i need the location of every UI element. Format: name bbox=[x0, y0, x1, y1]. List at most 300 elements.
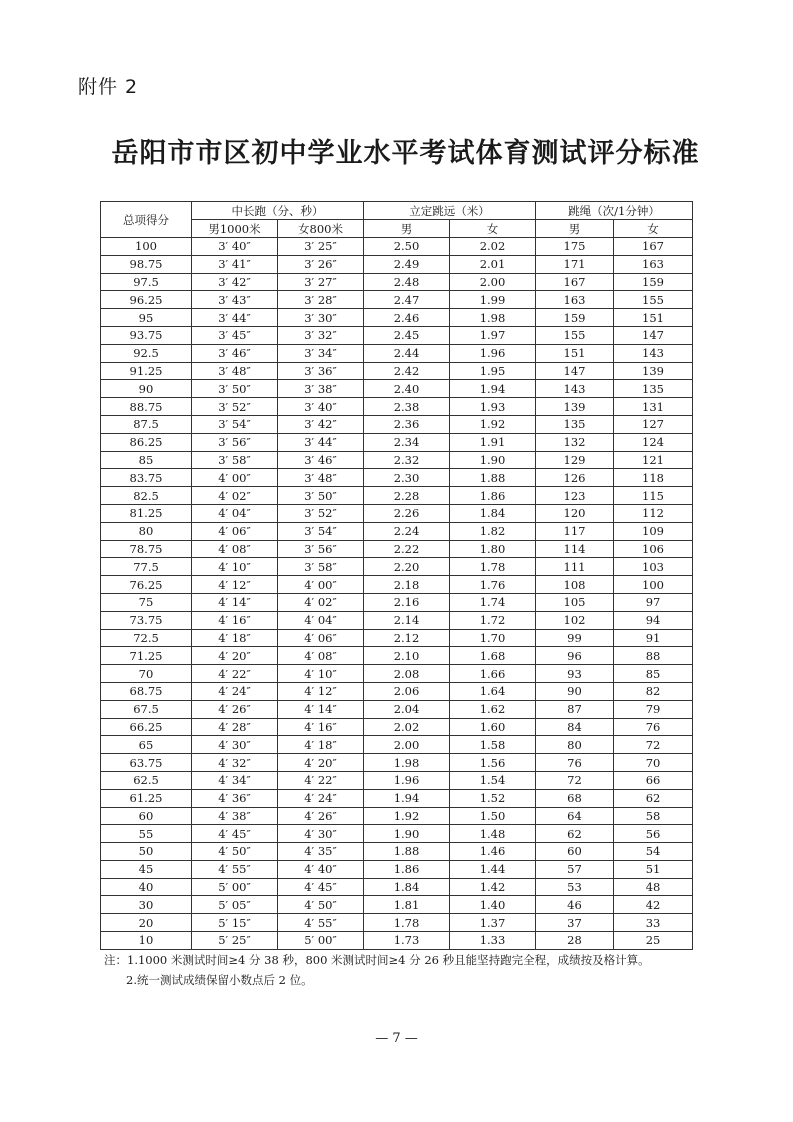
scoring-table bbox=[100, 201, 693, 950]
cell-jump-male: 1.96 bbox=[364, 771, 450, 789]
cell-run-male: 4′ 14″ bbox=[192, 593, 278, 611]
cell-run-male: 5′ 05″ bbox=[192, 896, 278, 914]
cell-jump-male: 2.36 bbox=[364, 415, 450, 433]
cell-rope-female: 62 bbox=[614, 789, 693, 807]
cell-jump-female: 1.70 bbox=[450, 629, 536, 647]
cell-jump-male: 2.38 bbox=[364, 398, 450, 416]
cell-jump-female: 1.46 bbox=[450, 843, 536, 861]
cell-run-female: 3′ 58″ bbox=[278, 558, 364, 576]
cell-run-male: 5′ 00″ bbox=[192, 878, 278, 896]
cell-run-male: 4′ 18″ bbox=[192, 629, 278, 647]
page-number: — 7 — bbox=[375, 1031, 418, 1046]
cell-score: 87.5 bbox=[101, 415, 192, 433]
cell-jump-male: 2.18 bbox=[364, 576, 450, 594]
cell-rope-female: 124 bbox=[614, 433, 693, 451]
cell-run-female: 4′ 55″ bbox=[278, 914, 364, 932]
cell-rope-female: 58 bbox=[614, 807, 693, 825]
cell-score: 88.75 bbox=[101, 398, 192, 416]
cell-jump-female: 1.94 bbox=[450, 380, 536, 398]
cell-score: 93.75 bbox=[101, 326, 192, 344]
cell-run-male: 3′ 41″ bbox=[192, 255, 278, 273]
cell-score: 100 bbox=[101, 238, 192, 256]
cell-run-male: 4′ 30″ bbox=[192, 736, 278, 754]
table-row bbox=[101, 754, 693, 772]
cell-jump-female: 1.88 bbox=[450, 469, 536, 487]
cell-jump-female: 1.93 bbox=[450, 398, 536, 416]
cell-jump-female: 2.01 bbox=[450, 255, 536, 273]
cell-jump-male: 2.26 bbox=[364, 504, 450, 522]
cell-jump-male: 1.86 bbox=[364, 860, 450, 878]
cell-rope-male: 90 bbox=[536, 682, 614, 700]
cell-run-female: 5′ 00″ bbox=[278, 932, 364, 950]
cell-rope-male: 147 bbox=[536, 362, 614, 380]
cell-jump-female: 1.56 bbox=[450, 754, 536, 772]
cell-score: 20 bbox=[101, 914, 192, 932]
cell-run-male: 3′ 45″ bbox=[192, 326, 278, 344]
table-row bbox=[101, 576, 693, 594]
cell-jump-female: 1.82 bbox=[450, 522, 536, 540]
cell-score: 60 bbox=[101, 807, 192, 825]
cell-rope-female: 159 bbox=[614, 273, 693, 291]
cell-jump-male: 1.78 bbox=[364, 914, 450, 932]
cell-jump-female: 1.37 bbox=[450, 914, 536, 932]
table-row bbox=[101, 540, 693, 558]
cell-rope-male: 46 bbox=[536, 896, 614, 914]
cell-rope-female: 139 bbox=[614, 362, 693, 380]
cell-rope-female: 106 bbox=[614, 540, 693, 558]
cell-run-male: 3′ 48″ bbox=[192, 362, 278, 380]
cell-score: 91.25 bbox=[101, 362, 192, 380]
cell-run-male: 4′ 55″ bbox=[192, 860, 278, 878]
cell-score: 75 bbox=[101, 593, 192, 611]
cell-jump-female: 1.54 bbox=[450, 771, 536, 789]
cell-run-male: 3′ 42″ bbox=[192, 273, 278, 291]
cell-run-male: 3′ 44″ bbox=[192, 309, 278, 327]
cell-rope-female: 79 bbox=[614, 700, 693, 718]
cell-rope-female: 135 bbox=[614, 380, 693, 398]
cell-rope-male: 102 bbox=[536, 611, 614, 629]
cell-rope-female: 121 bbox=[614, 451, 693, 469]
cell-run-male: 4′ 28″ bbox=[192, 718, 278, 736]
cell-jump-female: 1.80 bbox=[450, 540, 536, 558]
cell-rope-male: 114 bbox=[536, 540, 614, 558]
table-row bbox=[101, 807, 693, 825]
cell-jump-male: 2.16 bbox=[364, 593, 450, 611]
cell-jump-female: 1.42 bbox=[450, 878, 536, 896]
table-row bbox=[101, 665, 693, 683]
cell-jump-female: 1.99 bbox=[450, 291, 536, 309]
cell-run-female: 4′ 00″ bbox=[278, 576, 364, 594]
table-row bbox=[101, 611, 693, 629]
col-header-run-female: 女800米 bbox=[278, 220, 364, 238]
cell-jump-male: 2.48 bbox=[364, 273, 450, 291]
cell-jump-male: 2.00 bbox=[364, 736, 450, 754]
cell-run-female: 3′ 46″ bbox=[278, 451, 364, 469]
cell-jump-male: 1.92 bbox=[364, 807, 450, 825]
cell-run-female: 3′ 54″ bbox=[278, 522, 364, 540]
cell-run-female: 3′ 50″ bbox=[278, 487, 364, 505]
cell-run-female: 3′ 52″ bbox=[278, 504, 364, 522]
cell-jump-male: 2.02 bbox=[364, 718, 450, 736]
cell-rope-male: 28 bbox=[536, 932, 614, 950]
cell-jump-female: 1.72 bbox=[450, 611, 536, 629]
cell-rope-male: 68 bbox=[536, 789, 614, 807]
cell-run-male: 3′ 56″ bbox=[192, 433, 278, 451]
cell-run-female: 4′ 35″ bbox=[278, 843, 364, 861]
cell-rope-male: 143 bbox=[536, 380, 614, 398]
cell-run-female: 4′ 08″ bbox=[278, 647, 364, 665]
cell-score: 97.5 bbox=[101, 273, 192, 291]
cell-jump-male: 1.84 bbox=[364, 878, 450, 896]
cell-run-female: 3′ 40″ bbox=[278, 398, 364, 416]
table-row bbox=[101, 344, 693, 362]
cell-rope-male: 37 bbox=[536, 914, 614, 932]
cell-rope-male: 60 bbox=[536, 843, 614, 861]
cell-jump-male: 1.98 bbox=[364, 754, 450, 772]
table-row bbox=[101, 682, 693, 700]
cell-rope-female: 42 bbox=[614, 896, 693, 914]
col-header-score: 总项得分 bbox=[101, 202, 192, 238]
cell-rope-male: 62 bbox=[536, 825, 614, 843]
cell-rope-female: 54 bbox=[614, 843, 693, 861]
cell-score: 67.5 bbox=[101, 700, 192, 718]
cell-rope-female: 147 bbox=[614, 326, 693, 344]
cell-rope-female: 48 bbox=[614, 878, 693, 896]
cell-rope-female: 167 bbox=[614, 238, 693, 256]
cell-jump-female: 1.95 bbox=[450, 362, 536, 380]
cell-run-female: 4′ 26″ bbox=[278, 807, 364, 825]
cell-jump-male: 2.10 bbox=[364, 647, 450, 665]
cell-score: 95 bbox=[101, 309, 192, 327]
table-row bbox=[101, 843, 693, 861]
cell-run-female: 3′ 44″ bbox=[278, 433, 364, 451]
cell-jump-female: 2.02 bbox=[450, 238, 536, 256]
cell-run-male: 4′ 02″ bbox=[192, 487, 278, 505]
cell-jump-male: 2.44 bbox=[364, 344, 450, 362]
cell-rope-female: 127 bbox=[614, 415, 693, 433]
cell-jump-female: 1.78 bbox=[450, 558, 536, 576]
cell-run-male: 5′ 15″ bbox=[192, 914, 278, 932]
cell-score: 78.75 bbox=[101, 540, 192, 558]
cell-run-female: 4′ 30″ bbox=[278, 825, 364, 843]
cell-rope-male: 57 bbox=[536, 860, 614, 878]
cell-run-male: 3′ 52″ bbox=[192, 398, 278, 416]
table-row bbox=[101, 451, 693, 469]
cell-jump-male: 2.06 bbox=[364, 682, 450, 700]
cell-rope-male: 84 bbox=[536, 718, 614, 736]
table-row bbox=[101, 398, 693, 416]
table-row bbox=[101, 522, 693, 540]
cell-rope-male: 135 bbox=[536, 415, 614, 433]
col-header-rope-female: 女 bbox=[614, 220, 693, 238]
cell-score: 72.5 bbox=[101, 629, 192, 647]
cell-run-male: 4′ 20″ bbox=[192, 647, 278, 665]
cell-run-female: 4′ 02″ bbox=[278, 593, 364, 611]
cell-jump-male: 2.32 bbox=[364, 451, 450, 469]
cell-run-male: 4′ 08″ bbox=[192, 540, 278, 558]
cell-rope-female: 118 bbox=[614, 469, 693, 487]
cell-rope-female: 100 bbox=[614, 576, 693, 594]
cell-rope-female: 88 bbox=[614, 647, 693, 665]
table-row bbox=[101, 718, 693, 736]
cell-score: 73.75 bbox=[101, 611, 192, 629]
cell-run-female: 3′ 56″ bbox=[278, 540, 364, 558]
table-row bbox=[101, 380, 693, 398]
cell-run-male: 4′ 45″ bbox=[192, 825, 278, 843]
table-row bbox=[101, 825, 693, 843]
cell-score: 66.25 bbox=[101, 718, 192, 736]
cell-rope-female: 115 bbox=[614, 487, 693, 505]
cell-rope-female: 70 bbox=[614, 754, 693, 772]
cell-jump-female: 1.97 bbox=[450, 326, 536, 344]
cell-run-female: 3′ 32″ bbox=[278, 326, 364, 344]
cell-score: 82.5 bbox=[101, 487, 192, 505]
cell-jump-male: 2.12 bbox=[364, 629, 450, 647]
cell-rope-female: 91 bbox=[614, 629, 693, 647]
cell-rope-male: 111 bbox=[536, 558, 614, 576]
cell-score: 71.25 bbox=[101, 647, 192, 665]
table-row bbox=[101, 878, 693, 896]
cell-rope-male: 53 bbox=[536, 878, 614, 896]
cell-score: 96.25 bbox=[101, 291, 192, 309]
cell-jump-male: 2.47 bbox=[364, 291, 450, 309]
cell-score: 86.25 bbox=[101, 433, 192, 451]
cell-run-female: 3′ 36″ bbox=[278, 362, 364, 380]
table-row bbox=[101, 736, 693, 754]
table-row bbox=[101, 860, 693, 878]
cell-run-female: 4′ 14″ bbox=[278, 700, 364, 718]
table-row bbox=[101, 700, 693, 718]
cell-rope-male: 151 bbox=[536, 344, 614, 362]
cell-jump-male: 1.94 bbox=[364, 789, 450, 807]
cell-run-female: 3′ 27″ bbox=[278, 273, 364, 291]
cell-rope-male: 139 bbox=[536, 398, 614, 416]
cell-run-male: 4′ 16″ bbox=[192, 611, 278, 629]
table-row bbox=[101, 504, 693, 522]
cell-rope-male: 126 bbox=[536, 469, 614, 487]
page-title: 岳阳市市区初中学业水平考试体育测试评分标准 bbox=[111, 138, 700, 169]
cell-jump-male: 2.20 bbox=[364, 558, 450, 576]
cell-score: 55 bbox=[101, 825, 192, 843]
table-row bbox=[101, 789, 693, 807]
cell-rope-male: 96 bbox=[536, 647, 614, 665]
cell-jump-female: 1.91 bbox=[450, 433, 536, 451]
cell-rope-male: 163 bbox=[536, 291, 614, 309]
cell-jump-female: 1.76 bbox=[450, 576, 536, 594]
cell-run-female: 3′ 28″ bbox=[278, 291, 364, 309]
cell-jump-male: 2.45 bbox=[364, 326, 450, 344]
cell-jump-male: 2.49 bbox=[364, 255, 450, 273]
cell-jump-male: 2.04 bbox=[364, 700, 450, 718]
table-row bbox=[101, 362, 693, 380]
cell-jump-female: 1.40 bbox=[450, 896, 536, 914]
cell-jump-female: 1.52 bbox=[450, 789, 536, 807]
col-header-run-male: 男1000米 bbox=[192, 220, 278, 238]
cell-jump-male: 2.24 bbox=[364, 522, 450, 540]
table-row bbox=[101, 896, 693, 914]
cell-rope-female: 72 bbox=[614, 736, 693, 754]
cell-run-male: 3′ 54″ bbox=[192, 415, 278, 433]
cell-rope-male: 105 bbox=[536, 593, 614, 611]
col-header-jump-female: 女 bbox=[450, 220, 536, 238]
cell-run-female: 3′ 26″ bbox=[278, 255, 364, 273]
cell-run-male: 4′ 32″ bbox=[192, 754, 278, 772]
col-header-run: 中长跑（分、秒） bbox=[192, 202, 364, 220]
cell-run-male: 4′ 50″ bbox=[192, 843, 278, 861]
cell-rope-female: 66 bbox=[614, 771, 693, 789]
cell-jump-female: 1.86 bbox=[450, 487, 536, 505]
cell-rope-female: 25 bbox=[614, 932, 693, 950]
cell-run-male: 4′ 36″ bbox=[192, 789, 278, 807]
cell-run-male: 4′ 38″ bbox=[192, 807, 278, 825]
cell-rope-female: 94 bbox=[614, 611, 693, 629]
cell-jump-female: 1.62 bbox=[450, 700, 536, 718]
cell-rope-male: 159 bbox=[536, 309, 614, 327]
table-row bbox=[101, 255, 693, 273]
cell-run-male: 3′ 40″ bbox=[192, 238, 278, 256]
col-header-rope: 跳绳（次/1分钟） bbox=[536, 202, 693, 220]
cell-jump-female: 1.84 bbox=[450, 504, 536, 522]
cell-jump-female: 2.00 bbox=[450, 273, 536, 291]
cell-jump-male: 1.90 bbox=[364, 825, 450, 843]
notes bbox=[104, 950, 650, 990]
cell-rope-male: 120 bbox=[536, 504, 614, 522]
cell-run-female: 4′ 45″ bbox=[278, 878, 364, 896]
table-row bbox=[101, 914, 693, 932]
cell-score: 83.75 bbox=[101, 469, 192, 487]
cell-score: 77.5 bbox=[101, 558, 192, 576]
table-row bbox=[101, 433, 693, 451]
cell-jump-male: 2.42 bbox=[364, 362, 450, 380]
cell-run-male: 4′ 00″ bbox=[192, 469, 278, 487]
cell-run-female: 4′ 04″ bbox=[278, 611, 364, 629]
cell-score: 98.75 bbox=[101, 255, 192, 273]
cell-jump-female: 1.50 bbox=[450, 807, 536, 825]
table-row bbox=[101, 238, 693, 256]
cell-run-male: 4′ 24″ bbox=[192, 682, 278, 700]
table-row bbox=[101, 326, 693, 344]
cell-run-female: 4′ 50″ bbox=[278, 896, 364, 914]
cell-score: 62.5 bbox=[101, 771, 192, 789]
table-row bbox=[101, 487, 693, 505]
cell-jump-female: 1.60 bbox=[450, 718, 536, 736]
cell-run-male: 4′ 04″ bbox=[192, 504, 278, 522]
table-row bbox=[101, 309, 693, 327]
cell-rope-male: 72 bbox=[536, 771, 614, 789]
cell-score: 68.75 bbox=[101, 682, 192, 700]
cell-rope-female: 131 bbox=[614, 398, 693, 416]
cell-jump-female: 1.96 bbox=[450, 344, 536, 362]
cell-run-female: 3′ 34″ bbox=[278, 344, 364, 362]
cell-run-female: 4′ 12″ bbox=[278, 682, 364, 700]
cell-rope-female: 97 bbox=[614, 593, 693, 611]
attachment-label: 附件 2 bbox=[78, 76, 139, 98]
cell-jump-male: 2.30 bbox=[364, 469, 450, 487]
cell-score: 65 bbox=[101, 736, 192, 754]
col-header-rope-male: 男 bbox=[536, 220, 614, 238]
cell-run-female: 4′ 20″ bbox=[278, 754, 364, 772]
note-1: 注：1.1000 米测试时间≥4 分 38 秒，800 米测试时间≥4 分 26 秒且能坚持跑完全程，成绩按及格计算。 bbox=[104, 953, 650, 967]
table-row bbox=[101, 647, 693, 665]
cell-rope-male: 80 bbox=[536, 736, 614, 754]
cell-jump-female: 1.90 bbox=[450, 451, 536, 469]
cell-rope-female: 103 bbox=[614, 558, 693, 576]
note-2: 2.统一测试成绩保留小数点后 2 位。 bbox=[126, 973, 313, 987]
cell-jump-female: 1.44 bbox=[450, 860, 536, 878]
table-body bbox=[101, 238, 693, 950]
cell-jump-male: 1.81 bbox=[364, 896, 450, 914]
cell-jump-male: 2.22 bbox=[364, 540, 450, 558]
cell-run-male: 4′ 12″ bbox=[192, 576, 278, 594]
cell-rope-male: 87 bbox=[536, 700, 614, 718]
cell-score: 80 bbox=[101, 522, 192, 540]
cell-run-female: 4′ 18″ bbox=[278, 736, 364, 754]
cell-run-female: 4′ 40″ bbox=[278, 860, 364, 878]
table-row bbox=[101, 932, 693, 950]
cell-rope-male: 167 bbox=[536, 273, 614, 291]
table-row bbox=[101, 771, 693, 789]
cell-score: 63.75 bbox=[101, 754, 192, 772]
cell-run-male: 4′ 10″ bbox=[192, 558, 278, 576]
cell-score: 85 bbox=[101, 451, 192, 469]
cell-rope-female: 143 bbox=[614, 344, 693, 362]
cell-run-female: 3′ 38″ bbox=[278, 380, 364, 398]
cell-score: 45 bbox=[101, 860, 192, 878]
cell-run-female: 3′ 30″ bbox=[278, 309, 364, 327]
cell-run-female: 4′ 10″ bbox=[278, 665, 364, 683]
cell-score: 50 bbox=[101, 843, 192, 861]
cell-jump-male: 2.14 bbox=[364, 611, 450, 629]
cell-rope-female: 112 bbox=[614, 504, 693, 522]
cell-score: 92.5 bbox=[101, 344, 192, 362]
header-row-groups bbox=[101, 202, 693, 220]
cell-rope-female: 109 bbox=[614, 522, 693, 540]
cell-score: 70 bbox=[101, 665, 192, 683]
cell-run-male: 3′ 50″ bbox=[192, 380, 278, 398]
table-row bbox=[101, 469, 693, 487]
cell-jump-male: 2.28 bbox=[364, 487, 450, 505]
cell-run-male: 3′ 58″ bbox=[192, 451, 278, 469]
cell-rope-male: 123 bbox=[536, 487, 614, 505]
cell-run-female: 3′ 25″ bbox=[278, 238, 364, 256]
cell-rope-male: 155 bbox=[536, 326, 614, 344]
cell-jump-male: 2.50 bbox=[364, 238, 450, 256]
cell-run-female: 4′ 22″ bbox=[278, 771, 364, 789]
cell-jump-female: 1.48 bbox=[450, 825, 536, 843]
cell-rope-male: 64 bbox=[536, 807, 614, 825]
cell-jump-male: 1.73 bbox=[364, 932, 450, 950]
cell-run-female: 4′ 16″ bbox=[278, 718, 364, 736]
cell-run-male: 3′ 43″ bbox=[192, 291, 278, 309]
cell-run-male: 4′ 26″ bbox=[192, 700, 278, 718]
cell-run-female: 3′ 42″ bbox=[278, 415, 364, 433]
cell-jump-female: 1.98 bbox=[450, 309, 536, 327]
cell-run-female: 3′ 48″ bbox=[278, 469, 364, 487]
cell-rope-female: 85 bbox=[614, 665, 693, 683]
cell-jump-female: 1.74 bbox=[450, 593, 536, 611]
cell-jump-male: 2.34 bbox=[364, 433, 450, 451]
cell-score: 90 bbox=[101, 380, 192, 398]
cell-rope-male: 175 bbox=[536, 238, 614, 256]
cell-score: 40 bbox=[101, 878, 192, 896]
cell-jump-female: 1.64 bbox=[450, 682, 536, 700]
cell-run-male: 5′ 25″ bbox=[192, 932, 278, 950]
cell-rope-male: 171 bbox=[536, 255, 614, 273]
cell-run-male: 4′ 34″ bbox=[192, 771, 278, 789]
cell-run-male: 4′ 22″ bbox=[192, 665, 278, 683]
cell-rope-male: 108 bbox=[536, 576, 614, 594]
cell-rope-male: 76 bbox=[536, 754, 614, 772]
